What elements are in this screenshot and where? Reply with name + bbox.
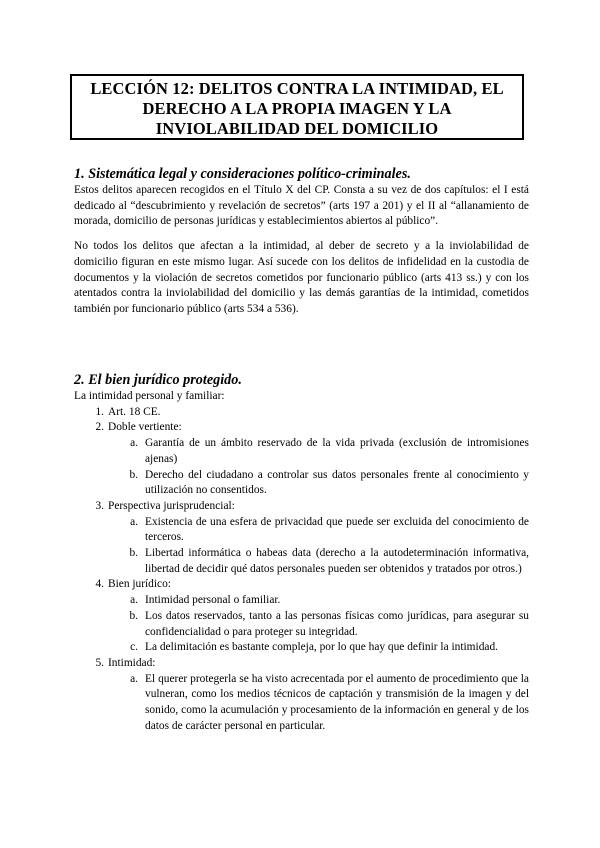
sub-list	[108, 672, 529, 735]
list-item-text: Bien jurídico:	[108, 578, 171, 591]
sub-list-item	[108, 672, 529, 735]
section-1-paragraph-2: No todos los delitos que afectan a la intimidad, al deber de secreto y a la inviolabilidad de domicilio figuran en este mismo lugar. Así sucede con los delitos de infidelidad en la custodia de documentos y la violación de secretos cometidos por funcionario público (arts 413 ss.) y con los atentados contra la inviolabilidad del domicilio y las demás garantías de la intimidad, cometidos también por funcionario público (arts 534 a 536).	[74, 240, 529, 315]
list-number: 1.	[95, 405, 104, 418]
sub-list-text: El querer protegerla se ha visto acrecentada por el aumento de procedimiento que la vulneran, como los medios técnicos de captación y transmisión de la imagen y del sonido, como la acumulación y procesamiento de la información en general y de los datos de carácter personal en particular.	[145, 672, 529, 732]
section-systematics	[74, 166, 529, 318]
list-item-2	[74, 420, 529, 499]
sub-list-text: Intimidad personal o familiar.	[145, 594, 281, 607]
sub-list-text: Existencia de una esfera de privacidad que puede ser excluida del conocimiento de terceros.	[145, 515, 529, 544]
sub-list-letter: b.	[129, 468, 138, 481]
section-1-paragraph-1: Estos delitos aparecen recogidos en el Título X del CP. Consta a su vez de dos capítulos: el I está dedicado al “descubrimiento y revelación de secretos” (arts 197 a 201) y el II al “allanamiento de morada, domicilio de personas jurídicas y establecimientos abiertos al público”.	[74, 184, 529, 228]
section-legal-good	[74, 372, 529, 734]
list-item-4	[74, 577, 529, 656]
list-item-text: Perspectiva jurisprudencial:	[108, 499, 235, 512]
sub-list-item	[108, 640, 529, 656]
sub-list-letter: a.	[130, 672, 138, 685]
list-item-text: Doble vertiente:	[108, 421, 182, 434]
list-number: 2.	[95, 421, 104, 434]
sub-list-item	[108, 515, 529, 546]
sub-list-letter: c.	[130, 641, 138, 654]
lesson-title-box	[70, 74, 524, 140]
sub-list-item	[108, 436, 529, 467]
sub-list-letter: b.	[129, 609, 138, 622]
list-number: 4.	[95, 578, 104, 591]
sub-list-text: La delimitación es bastante compleja, por lo que hay que definir la intimidad.	[145, 641, 498, 654]
lesson-title-line-3: INVIOLABILIDAD DEL DOMICILIO	[155, 119, 439, 138]
list-item-text: Intimidad:	[108, 656, 156, 669]
lesson-title-line-1: LECCIÓN 12: DELITOS CONTRA LA INTIMIDAD, EL	[90, 79, 504, 98]
sub-list-item	[108, 468, 529, 499]
section-1-heading: 1. Sistemática legal y consideraciones político-criminales.	[74, 166, 411, 182]
list-number: 3.	[95, 499, 104, 512]
sub-list-text: Garantía de un ámbito reservado de la vida privada (exclusión de intromisiones ajenas)	[145, 437, 529, 465]
sub-list	[108, 593, 529, 656]
sub-list-item	[108, 593, 529, 609]
sub-list	[108, 515, 529, 578]
section-2-intro: La intimidad personal y familiar:	[74, 390, 225, 402]
numbered-list	[74, 405, 529, 735]
sub-list-text: Los datos reservados, tanto a las personas físicas como jurídicas, para asegurar su confidencialidad o para proteger su integridad.	[145, 609, 529, 638]
lesson-title-line-2: DERECHO A LA PROPIA IMAGEN Y LA	[142, 99, 452, 118]
list-item-1	[74, 405, 529, 421]
sub-list-text: Derecho del ciudadano a controlar sus datos personales frente al conocimiento y utilización no consentidos.	[145, 468, 529, 497]
sub-list-text: Libertad informática o habeas data (derecho a la autodeterminación informativa, libertad de decidir qué datos personales pueden ser obtenidos y tratados por otros.)	[145, 547, 529, 575]
sub-list	[108, 436, 529, 499]
list-number: 5.	[95, 656, 104, 669]
sub-list-item	[108, 546, 529, 577]
sub-list-item	[108, 609, 529, 640]
sub-list-letter: a.	[130, 515, 138, 528]
list-item-3	[74, 499, 529, 578]
sub-list-letter: a.	[130, 594, 138, 607]
list-item-5	[74, 656, 529, 735]
list-item-text: Art. 18 CE.	[108, 405, 161, 418]
sub-list-letter: b.	[129, 547, 138, 560]
section-2-heading: 2. El bien jurídico protegido.	[74, 372, 242, 388]
sub-list-letter: a.	[130, 437, 138, 450]
